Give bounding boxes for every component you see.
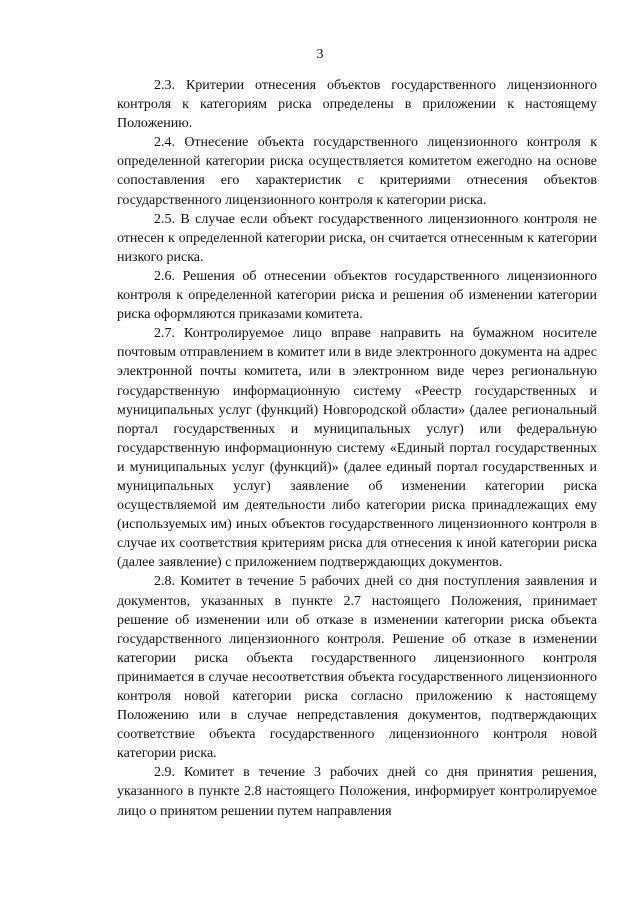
page-number: 3 (316, 47, 324, 62)
paragraph-2-3: 2.3. Критерии отнесения объектов государственного лицензионного контроля к категориям риска определены в приложении к настоящему Положению. (117, 78, 597, 132)
paragraph-2-7: 2.7. Контролируемое лицо вправе направить на бумажном носителе почтовым отправлением в комитет или в виде электронного документа на адрес электронной почты комитета, или в электронном виде через региональную государственную информационную систему «Реестр государственных и муниципальных услуг (функций) Новгородской области» (далее региональный портал государственных и муниципальных услуг) или федеральную государственную информационную систему «Единый портал государственных и муниципальных услуг (функций)» (далее единый портал государственных и муниципальных услуг) заявление об изменении категории риска осуществляемой им деятельности либо категории риска принадлежащих ему (используемых им) иных объектов государственного лицензионного контроля в случае их соответствия критериям риска для отнесения к иной категории риска (далее заявление) с приложением подтверждающих документов. (117, 326, 597, 571)
document-body (117, 76, 597, 821)
paragraph-2-9: 2.9. Комитет в течение 3 рабочих дней со дня принятия решения, указанного в пункте 2.8 настоящего Положения, информирует контролируемое лицо о принятом решении путем направления (117, 765, 597, 819)
paragraph-2-8: 2.8. Комитет в течение 5 рабочих дней со дня поступления заявления и документов, указанных в пункте 2.7 настоящего Положения, принимает решение об изменении или об отказе в изменении категории риска объекта государственного лицензионного контроля. Решение об отказе в изменении категории риска объекта государственного лицензионного контроля принимается в случае несоответствия объекта государственного лицензионного контроля новой категории риска согласно приложению к настоящему Положению или в случае непредставления документов, подтверждающих соответствие объекта государственного лицензионного контроля новой категории риска. (117, 574, 597, 762)
paragraph-2-6: 2.6. Решения об отнесении объектов государственного лицензионного контроля к определенной категории риска и решения об изменении категории риска оформляются приказами комитета. (117, 268, 597, 323)
paragraph-2-5: 2.5. В случае если объект государственного лицензионного контроля не отнесен к определенной категории риска, он считается отнесенным к категории низкого риска. (117, 211, 597, 265)
paragraph-2-4: 2.4. Отнесение объекта государственного лицензионного контроля к определенной категории риска осуществляется комитетом ежегодно на основе сопоставления его характеристик с критериями отнесения объектов государственного лицензионного контроля к категории риска. (117, 135, 597, 208)
